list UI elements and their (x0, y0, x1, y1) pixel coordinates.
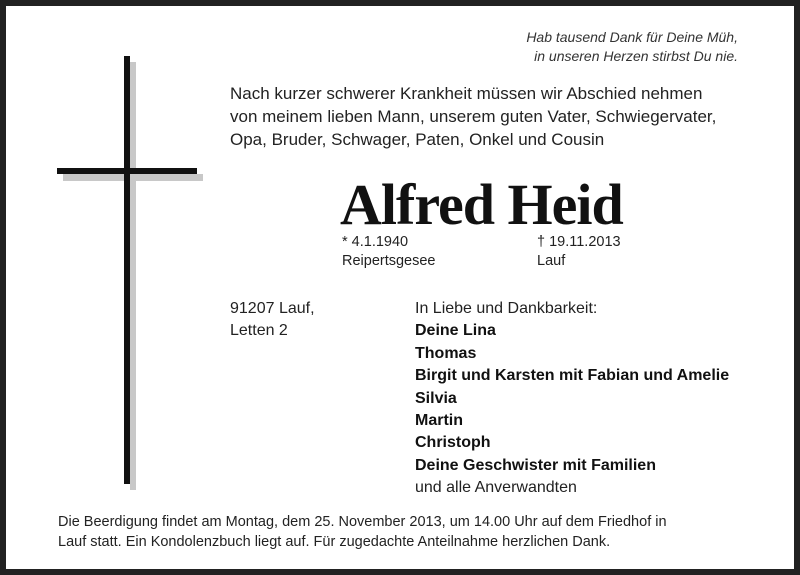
death-info (537, 233, 621, 271)
mourners-closing: und alle Anverwandten (415, 479, 577, 497)
funeral-notice (58, 512, 758, 552)
intro-line-3: Opa, Bruder, Schwager, Paten, Onkel und Cousin (230, 130, 605, 149)
footer-line-2: Lauf statt. Ein Kondolenzbuch liegt auf. Für zugedachte Anteilnahme herzlichen Dank. (58, 534, 611, 550)
mourner-name: Silvia (415, 389, 457, 407)
memorial-quote (526, 28, 738, 66)
birth-info (342, 233, 436, 271)
intro-line-2: von meinem lieben Mann, unserem guten Vater, Schwiegervater, (230, 107, 717, 126)
mourners-heading: In Liebe und Dankbarkeit: (415, 300, 598, 317)
mourner-name: Martin (415, 412, 463, 430)
address-line-2: Letten 2 (230, 322, 288, 339)
mourner-name: Deine Lina (415, 322, 496, 340)
birth-place: Reipertsgesee (342, 253, 436, 269)
quote-line-1: Hab tausend Dank für Deine Müh, (526, 29, 738, 45)
intro-line-1: Nach kurzer schwerer Krankheit müssen wir Abschied nehmen (230, 84, 703, 103)
cross-shadow-horizontal (63, 174, 203, 181)
mourners-list (415, 298, 729, 500)
mourner-name: Birgit und Karsten mit Fabian und Amelie (415, 367, 730, 385)
quote-line-2: in unseren Herzen stirbst Du nie. (534, 48, 738, 64)
birth-date: * 4.1.1940 (342, 234, 409, 250)
address-line-1: 91207 Lauf, (230, 300, 315, 317)
cross-shadow-vertical (130, 62, 136, 490)
deceased-name: Alfred Heid (340, 172, 623, 237)
footer-line-1: Die Beerdigung findet am Montag, dem 25. November 2013, um 14.00 Uhr auf dem Friedhof in (58, 514, 667, 530)
death-place: Lauf (537, 253, 566, 269)
mourner-name: Thomas (415, 344, 477, 362)
family-address (230, 298, 315, 342)
announcement-text (230, 82, 775, 151)
mourner-name: Deine Geschwister mit Familien (415, 456, 656, 474)
mourner-name: Christoph (415, 434, 491, 452)
cross-icon-vertical-beam (124, 56, 130, 484)
cross-icon-horizontal-beam (57, 168, 197, 174)
death-date: † 19.11.2013 (537, 234, 621, 250)
